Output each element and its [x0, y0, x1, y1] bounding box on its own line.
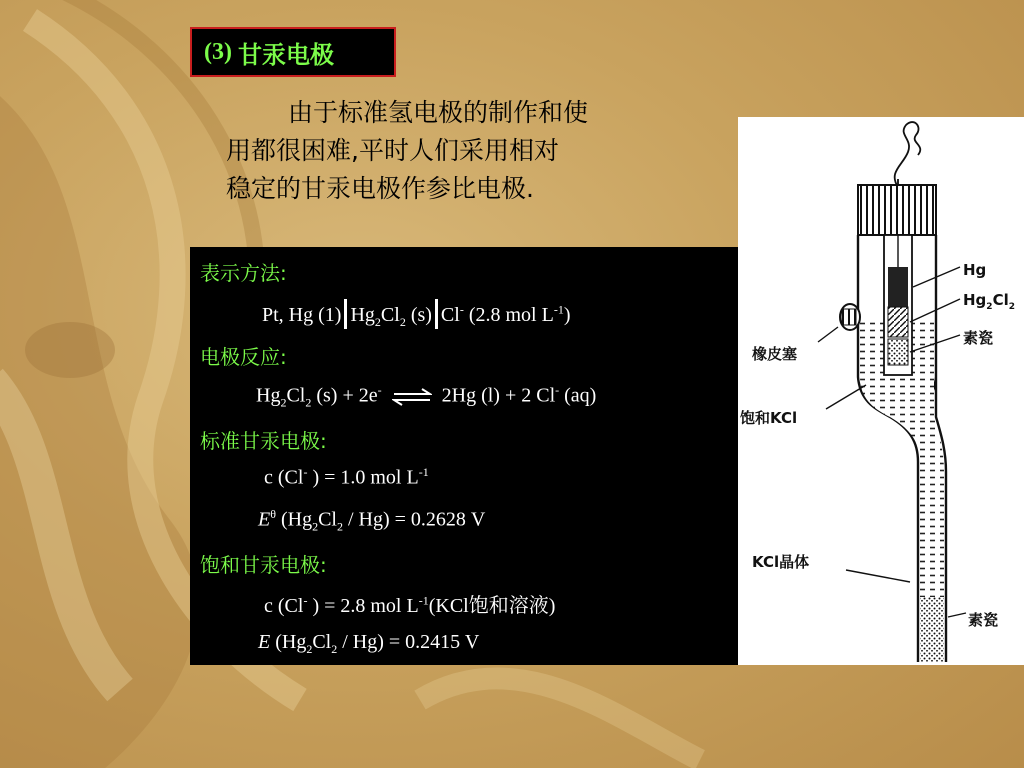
porcelain-plug-bottom [920, 597, 944, 662]
phase-boundary-1 [344, 299, 347, 329]
electrode-cap [858, 185, 936, 235]
intro-paragraph [226, 94, 726, 208]
electrode-reaction: $Hg_2Cl_2$ (s) + 2e- 2Hg (l) + 2 Cl- (aq) [256, 383, 597, 410]
heading-saturated-electrode: 饱和甘汞电极: [200, 553, 327, 577]
mercury-column [888, 267, 908, 307]
standard-potential: $E^\theta$ $(Hg_2Cl_2 / Hg) = 0.2628$ V [258, 507, 486, 534]
intro-line-2: 用都很困难,平时人们采用相对 [226, 136, 559, 165]
porcelain-plug-inner [888, 339, 908, 365]
section-title [190, 27, 396, 77]
equilibrium-arrow-icon [392, 388, 432, 406]
electrode-info-panel [190, 247, 738, 665]
label-hg: Hg [963, 261, 987, 279]
standard-concentration: c (Cl- ) = 1.0 mol $L^{-1}$ [264, 465, 429, 489]
heading-notation: 表示方法: [200, 261, 287, 285]
wire-coil-icon [895, 122, 921, 187]
heading-reaction: 电极反应: [200, 345, 287, 369]
phase-boundary-2 [435, 299, 438, 329]
label-kcl-crystal: KCl晶体 [752, 553, 810, 571]
intro-line-1: 由于标准氢电极的制作和使 [288, 98, 589, 127]
saturated-concentration: c (Cl- ) = 2.8 mol $L^{-1}(KCl$饱和溶液) [264, 593, 556, 617]
label-hg2cl2: $Hg_2Cl_2$ [963, 291, 1015, 312]
label-porcelain-lower: 素瓷 [968, 611, 999, 629]
calomel-electrode-diagram [738, 117, 1024, 665]
saturated-potential: E $(Hg_2Cl_2 / Hg) = 0.2415$ V [258, 631, 480, 656]
section-number: (3) [204, 38, 232, 65]
calomel-paste [888, 307, 908, 337]
section-title-text: 甘汞电极 [237, 39, 334, 69]
label-saturated-kcl: 饱和KCl [740, 409, 798, 427]
cell-notation: Pt, Hg (1) $Hg_2Cl_2$ (s) Cl- (2.8 mol $L^{-1}$) [262, 299, 571, 330]
heading-standard-electrode: 标准甘汞电极: [200, 429, 327, 453]
electrode-diagram-svg [738, 117, 1024, 665]
label-porcelain-upper: 素瓷 [963, 329, 994, 347]
intro-line-3: 稳定的甘汞电极作参比电极. [226, 174, 534, 203]
label-rubber-stopper: 橡皮塞 [752, 345, 798, 363]
